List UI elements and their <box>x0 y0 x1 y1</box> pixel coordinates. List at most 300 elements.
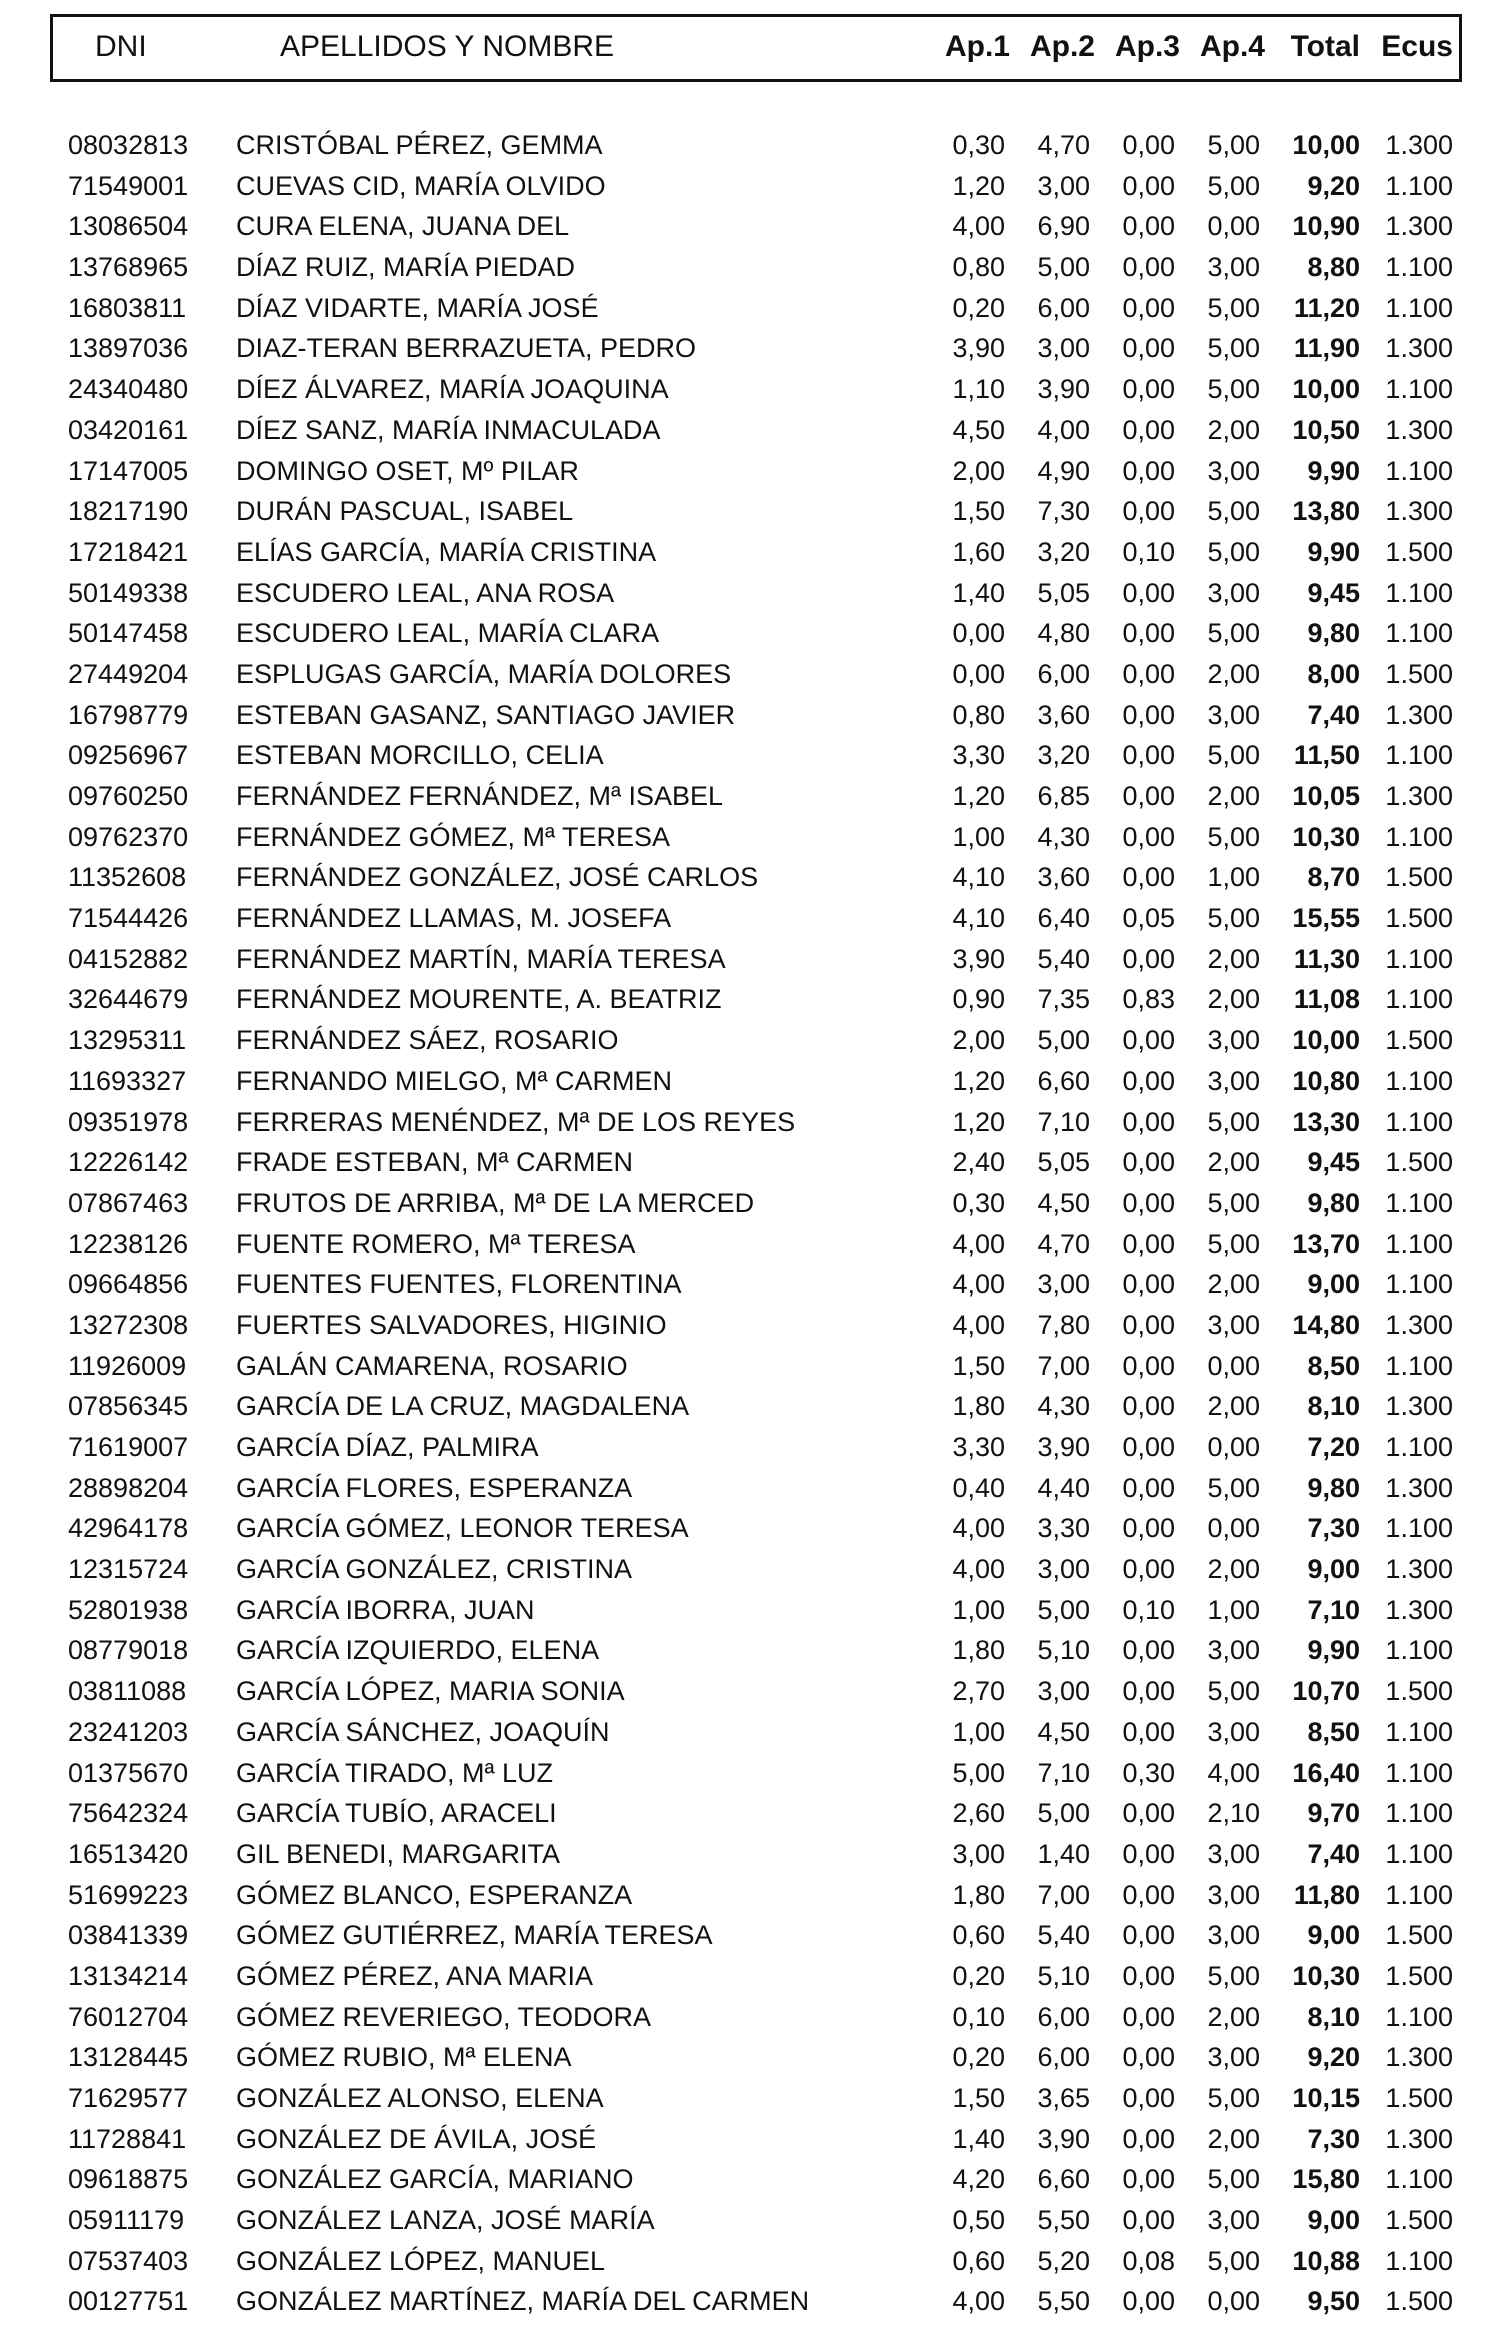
name-cell: ELÍAS GARCÍA, MARÍA CRISTINA <box>236 536 657 567</box>
name-cell: ESTEBAN MORCILLO, CELIA <box>236 740 604 771</box>
total-cell: 9,70 <box>1307 1798 1360 1829</box>
ap1-cell: 1,80 <box>952 1391 1005 1422</box>
ap2-cell: 5,40 <box>1037 943 1090 974</box>
ecus-cell: 1.300 <box>1385 699 1453 730</box>
total-cell: 10,50 <box>1292 414 1360 445</box>
ap3-cell: 0,00 <box>1122 1025 1175 1056</box>
ap4-cell: 2,10 <box>1207 1798 1260 1829</box>
total-cell: 13,80 <box>1292 496 1360 527</box>
ap3-cell: 0,00 <box>1122 211 1175 242</box>
dni-cell: 75642324 <box>68 1798 189 1829</box>
ap2-cell: 7,30 <box>1037 496 1090 527</box>
ap1-cell: 1,50 <box>952 2083 1005 2113</box>
table-row <box>0 901 1500 942</box>
ap4-cell: 2,00 <box>1207 1554 1260 1585</box>
ap3-cell: 0,30 <box>1122 1757 1175 1788</box>
name-cell: DÍAZ VIDARTE, MARÍA JOSÉ <box>236 292 599 323</box>
name-cell: DOMINGO OSET, Mº PILAR <box>236 455 579 486</box>
ap2-cell: 5,05 <box>1037 1147 1090 1178</box>
ap2-cell: 4,80 <box>1037 618 1090 649</box>
table-row <box>0 1064 1500 1105</box>
ap4-cell: 1,00 <box>1207 1594 1260 1625</box>
ap4-cell: 0,00 <box>1207 1513 1260 1544</box>
total-cell: 8,10 <box>1307 1391 1360 1422</box>
ap1-cell: 4,00 <box>952 1228 1005 1259</box>
table-row <box>0 698 1500 739</box>
total-cell: 9,50 <box>1307 2286 1360 2317</box>
ap1-cell: 0,00 <box>952 618 1005 649</box>
name-cell: CRISTÓBAL PÉREZ, GEMMA <box>236 130 603 160</box>
ap3-cell: 0,00 <box>1122 2001 1175 2032</box>
table-row <box>0 1389 1500 1430</box>
table-row <box>0 2040 1500 2081</box>
ap3-cell: 0,00 <box>1122 333 1175 364</box>
ap2-cell: 4,00 <box>1037 414 1090 445</box>
dni-cell: 13897036 <box>68 333 189 364</box>
table-row <box>0 2000 1500 2041</box>
total-cell: 10,00 <box>1292 130 1360 160</box>
ap4-cell: 2,00 <box>1207 414 1260 445</box>
ecus-cell: 1.300 <box>1385 414 1453 445</box>
header-total: Total <box>1290 30 1360 63</box>
dni-cell: 07537403 <box>68 2245 189 2276</box>
ap1-cell: 1,80 <box>952 1879 1005 1910</box>
ap2-cell: 3,90 <box>1037 1432 1090 1462</box>
table-row <box>0 169 1500 210</box>
ap4-cell: 5,00 <box>1207 618 1260 649</box>
ap1-cell: 4,10 <box>952 862 1005 893</box>
table-row <box>0 820 1500 861</box>
ap3-cell: 0,00 <box>1122 943 1175 974</box>
ap3-cell: 0,00 <box>1122 2205 1175 2236</box>
ecus-cell: 1.300 <box>1385 1309 1453 1340</box>
ap1-cell: 1,20 <box>952 1065 1005 1096</box>
dni-cell: 71549001 <box>68 170 189 201</box>
name-cell: FERRERAS MENÉNDEZ, Mª DE LOS REYES <box>236 1106 796 1137</box>
ap3-cell: 0,00 <box>1122 455 1175 486</box>
total-cell: 15,80 <box>1292 2164 1360 2195</box>
dni-cell: 07856345 <box>68 1391 189 1422</box>
ecus-cell: 1.100 <box>1385 1065 1453 1096</box>
name-cell: GÓMEZ GUTIÉRREZ, MARÍA TERESA <box>236 1920 713 1951</box>
total-cell: 8,80 <box>1307 252 1360 283</box>
table-row <box>0 2081 1500 2122</box>
ap2-cell: 5,10 <box>1037 1635 1090 1666</box>
dni-cell: 09256967 <box>68 740 189 771</box>
dni-cell: 16803811 <box>68 292 187 323</box>
ap2-cell: 3,60 <box>1037 699 1090 730</box>
table-row <box>0 982 1500 1023</box>
ap2-cell: 3,00 <box>1037 1554 1090 1585</box>
ap4-cell: 3,00 <box>1207 252 1260 283</box>
ap2-cell: 7,35 <box>1037 984 1090 1015</box>
header-ap2: Ap.2 <box>1029 30 1095 63</box>
ecus-cell: 1.100 <box>1385 821 1453 852</box>
ecus-cell: 1.100 <box>1385 1838 1453 1869</box>
ecus-cell: 1.500 <box>1385 536 1453 567</box>
dni-cell: 08779018 <box>68 1635 189 1666</box>
dni-cell: 09351978 <box>68 1106 189 1137</box>
ap4-cell: 3,00 <box>1207 2205 1260 2236</box>
ap2-cell: 4,70 <box>1037 130 1090 160</box>
total-cell: 9,00 <box>1307 1554 1360 1585</box>
header-ap1: Ap.1 <box>944 30 1010 63</box>
ap1-cell: 3,30 <box>952 740 1005 771</box>
dni-cell: 28898204 <box>68 1472 189 1503</box>
name-cell: FRADE ESTEBAN, Mª CARMEN <box>236 1147 634 1178</box>
dni-cell: 01375670 <box>68 1757 189 1788</box>
ap4-cell: 5,00 <box>1207 374 1260 405</box>
table-row <box>0 779 1500 820</box>
dni-cell: 71619007 <box>68 1432 189 1462</box>
ap1-cell: 1,20 <box>952 170 1005 201</box>
header-name: APELLIDOS Y NOMBRE <box>280 30 615 63</box>
total-cell: 9,90 <box>1307 455 1360 486</box>
name-cell: FERNÁNDEZ MOURENTE, A. BEATRIZ <box>236 984 722 1015</box>
ap1-cell: 0,50 <box>952 2205 1005 2236</box>
ap1-cell: 3,00 <box>952 1838 1005 1869</box>
ap4-cell: 3,00 <box>1207 1025 1260 1056</box>
dni-cell: 24340480 <box>68 374 189 405</box>
ap2-cell: 5,00 <box>1037 1798 1090 1829</box>
ap1-cell: 4,00 <box>952 1554 1005 1585</box>
table-row <box>0 738 1500 779</box>
ap2-cell: 6,60 <box>1037 1065 1090 1096</box>
ap2-cell: 4,40 <box>1037 1472 1090 1503</box>
ecus-cell: 1.300 <box>1385 2123 1453 2154</box>
table-row <box>0 209 1500 250</box>
total-cell: 8,10 <box>1307 2001 1360 2032</box>
ecus-cell: 1.300 <box>1385 1594 1453 1625</box>
ap2-cell: 4,70 <box>1037 1228 1090 1259</box>
name-cell: GONZÁLEZ DE ÁVILA, JOSÉ <box>236 2123 597 2154</box>
ap3-cell: 0,00 <box>1122 1472 1175 1503</box>
ap2-cell: 6,00 <box>1037 658 1090 689</box>
ap4-cell: 0,00 <box>1207 2286 1260 2317</box>
total-cell: 9,00 <box>1307 2205 1360 2236</box>
total-cell: 11,30 <box>1293 943 1360 974</box>
dni-cell: 08032813 <box>68 130 189 160</box>
table-row <box>0 250 1500 291</box>
dni-cell: 11352608 <box>68 862 187 893</box>
ap1-cell: 2,60 <box>952 1798 1005 1829</box>
ap3-cell: 0,00 <box>1122 1309 1175 1340</box>
total-cell: 7,40 <box>1307 699 1360 730</box>
ap4-cell: 3,00 <box>1207 1309 1260 1340</box>
total-cell: 9,80 <box>1307 1472 1360 1503</box>
ap2-cell: 3,00 <box>1037 333 1090 364</box>
total-cell: 10,00 <box>1292 1025 1360 1056</box>
ap2-cell: 4,50 <box>1037 1716 1090 1747</box>
ap4-cell: 5,00 <box>1207 2164 1260 2195</box>
table-row <box>0 1430 1500 1471</box>
ap4-cell: 5,00 <box>1207 1472 1260 1503</box>
ap1-cell: 1,00 <box>952 1716 1005 1747</box>
ecus-cell: 1.100 <box>1385 1432 1453 1462</box>
header-ap4: Ap.4 <box>1199 30 1265 63</box>
ecus-cell: 1.500 <box>1385 1960 1453 1991</box>
dni-cell: 23241203 <box>68 1716 189 1747</box>
table-row <box>0 1227 1500 1268</box>
ap2-cell: 3,65 <box>1037 2083 1090 2113</box>
table-row <box>0 860 1500 901</box>
name-cell: GARCÍA DÍAZ, PALMIRA <box>236 1432 539 1462</box>
name-cell: FUENTE ROMERO, Mª TERESA <box>236 1228 636 1259</box>
ap3-cell: 0,00 <box>1122 414 1175 445</box>
total-cell: 10,15 <box>1292 2083 1360 2113</box>
dni-cell: 11728841 <box>68 2123 187 2154</box>
total-cell: 7,20 <box>1307 1432 1360 1462</box>
total-cell: 11,50 <box>1293 740 1360 771</box>
dni-cell: 05911179 <box>68 2205 185 2236</box>
ap2-cell: 3,00 <box>1037 1269 1090 1300</box>
ecus-cell: 1.100 <box>1385 984 1453 1015</box>
table-row <box>0 1756 1500 1797</box>
ap3-cell: 0,00 <box>1122 1676 1175 1707</box>
ap4-cell: 2,00 <box>1207 781 1260 811</box>
table-row <box>0 1715 1500 1756</box>
name-cell: FERNÁNDEZ GÓMEZ, Mª TERESA <box>236 821 671 852</box>
ecus-cell: 1.100 <box>1385 170 1453 201</box>
ap4-cell: 5,00 <box>1207 333 1260 364</box>
total-cell: 9,80 <box>1307 1187 1360 1218</box>
name-cell: GARCÍA IZQUIERDO, ELENA <box>236 1635 600 1666</box>
dni-cell: 17147005 <box>68 455 189 486</box>
ap3-cell: 0,00 <box>1122 781 1175 811</box>
ap4-cell: 5,00 <box>1207 1676 1260 1707</box>
ap3-cell: 0,00 <box>1122 1187 1175 1218</box>
ap4-cell: 5,00 <box>1207 1187 1260 1218</box>
ap3-cell: 0,00 <box>1122 1716 1175 1747</box>
ecus-cell: 1.100 <box>1385 374 1453 405</box>
ap2-cell: 1,40 <box>1037 1838 1090 1869</box>
ap2-cell: 7,10 <box>1037 1106 1090 1137</box>
total-cell: 9,00 <box>1307 1920 1360 1951</box>
total-cell: 9,20 <box>1307 170 1360 201</box>
table-row <box>0 2122 1500 2163</box>
table-row <box>0 494 1500 535</box>
name-cell: GÓMEZ REVERIEGO, TEODORA <box>236 2001 652 2032</box>
ap1-cell: 1,00 <box>952 1594 1005 1625</box>
ecus-cell: 1.300 <box>1385 211 1453 242</box>
dni-cell: 50147458 <box>68 618 189 649</box>
table-row <box>0 535 1500 576</box>
table-row <box>0 1918 1500 1959</box>
table-row <box>0 1145 1500 1186</box>
ap2-cell: 5,00 <box>1037 252 1090 283</box>
dni-cell: 71629577 <box>68 2083 189 2113</box>
ap1-cell: 1,60 <box>952 536 1005 567</box>
name-cell: GÓMEZ PÉREZ, ANA MARIA <box>236 1960 594 1991</box>
ap3-cell: 0,00 <box>1122 740 1175 771</box>
ap3-cell: 0,00 <box>1122 1147 1175 1178</box>
dni-cell: 52801938 <box>68 1594 189 1625</box>
ap2-cell: 5,40 <box>1037 1920 1090 1951</box>
ecus-cell: 1.100 <box>1385 292 1453 323</box>
ap3-cell: 0,00 <box>1122 577 1175 608</box>
table-row <box>0 1959 1500 2000</box>
name-cell: GALÁN CAMARENA, ROSARIO <box>236 1350 628 1381</box>
name-cell: FERNÁNDEZ SÁEZ, ROSARIO <box>236 1025 619 1056</box>
dni-cell: 13086504 <box>68 211 189 242</box>
table-row <box>0 1308 1500 1349</box>
ecus-cell: 1.100 <box>1385 1879 1453 1910</box>
ap2-cell: 7,80 <box>1037 1309 1090 1340</box>
ecus-cell: 1.300 <box>1385 1472 1453 1503</box>
ap4-cell: 3,00 <box>1207 455 1260 486</box>
ap1-cell: 0,10 <box>952 2001 1005 2032</box>
ap4-cell: 2,00 <box>1207 1391 1260 1422</box>
ap1-cell: 0,80 <box>952 699 1005 730</box>
dni-cell: 51699223 <box>68 1879 189 1910</box>
ap4-cell: 3,00 <box>1207 1635 1260 1666</box>
ap3-cell: 0,00 <box>1122 252 1175 283</box>
ap3-cell: 0,00 <box>1122 1798 1175 1829</box>
ap1-cell: 0,60 <box>952 1920 1005 1951</box>
dni-cell: 13128445 <box>68 2042 189 2073</box>
ap3-cell: 0,00 <box>1122 1960 1175 1991</box>
ap2-cell: 6,00 <box>1037 2001 1090 2032</box>
ap1-cell: 4,20 <box>952 2164 1005 2195</box>
dni-cell: 76012704 <box>68 2001 189 2032</box>
total-cell: 7,30 <box>1307 1513 1360 1544</box>
ap4-cell: 3,00 <box>1207 577 1260 608</box>
table-row <box>0 2203 1500 2244</box>
ap1-cell: 2,00 <box>952 455 1005 486</box>
ap3-cell: 0,83 <box>1122 984 1175 1015</box>
ecus-cell: 1.300 <box>1385 496 1453 527</box>
name-cell: GONZÁLEZ ALONSO, ELENA <box>236 2083 604 2113</box>
name-cell: DIAZ-TERAN BERRAZUETA, PEDRO <box>236 333 697 364</box>
ap1-cell: 4,10 <box>952 903 1005 934</box>
ap4-cell: 3,00 <box>1207 1838 1260 1869</box>
ap1-cell: 4,50 <box>952 414 1005 445</box>
ap3-cell: 0,00 <box>1122 1838 1175 1869</box>
name-cell: GÓMEZ BLANCO, ESPERANZA <box>236 1879 633 1910</box>
table-row <box>0 291 1500 332</box>
ap4-cell: 3,00 <box>1207 1879 1260 1910</box>
ap2-cell: 3,00 <box>1037 1676 1090 1707</box>
ap4-cell: 0,00 <box>1207 1432 1260 1462</box>
ap4-cell: 2,00 <box>1207 943 1260 974</box>
name-cell: DÍAZ RUIZ, MARÍA PIEDAD <box>236 252 576 283</box>
ap3-cell: 0,00 <box>1122 1635 1175 1666</box>
ecus-cell: 1.300 <box>1385 2042 1453 2073</box>
ap2-cell: 6,00 <box>1037 2042 1090 2073</box>
total-cell: 7,10 <box>1307 1594 1360 1625</box>
total-cell: 9,00 <box>1307 1269 1360 1300</box>
ecus-cell: 1.300 <box>1385 1391 1453 1422</box>
table-row <box>0 2244 1500 2285</box>
header-dni: DNI <box>95 30 147 63</box>
ap2-cell: 5,00 <box>1037 1594 1090 1625</box>
ap2-cell: 6,90 <box>1037 211 1090 242</box>
table-row <box>0 413 1500 454</box>
ap4-cell: 5,00 <box>1207 170 1260 201</box>
name-cell: GONZÁLEZ LÓPEZ, MANUEL <box>236 2245 606 2276</box>
ap1-cell: 0,20 <box>952 292 1005 323</box>
table-row <box>0 1633 1500 1674</box>
table-row <box>0 1878 1500 1919</box>
ecus-cell: 1.100 <box>1385 252 1453 283</box>
name-cell: GARCÍA IBORRA, JUAN <box>236 1594 535 1625</box>
ap4-cell: 5,00 <box>1207 1228 1260 1259</box>
ap1-cell: 2,00 <box>952 1025 1005 1056</box>
ap3-cell: 0,00 <box>1122 1513 1175 1544</box>
ap2-cell: 7,00 <box>1037 1350 1090 1381</box>
dni-cell: 42964178 <box>68 1513 189 1544</box>
ap2-cell: 3,60 <box>1037 862 1090 893</box>
table-row <box>0 372 1500 413</box>
ap2-cell: 6,85 <box>1037 781 1090 811</box>
dni-cell: 12315724 <box>68 1554 189 1585</box>
ap3-cell: 0,00 <box>1122 170 1175 201</box>
ap4-cell: 2,00 <box>1207 2001 1260 2032</box>
ap3-cell: 0,00 <box>1122 1920 1175 1951</box>
ecus-cell: 1.100 <box>1385 1269 1453 1300</box>
total-cell: 9,90 <box>1307 536 1360 567</box>
dni-cell: 07867463 <box>68 1187 189 1218</box>
dni-cell: 03841339 <box>68 1920 189 1951</box>
ap1-cell: 2,40 <box>952 1147 1005 1178</box>
dni-cell: 09762370 <box>68 821 189 852</box>
ap4-cell: 3,00 <box>1207 2042 1260 2073</box>
ap4-cell: 5,00 <box>1207 292 1260 323</box>
ap2-cell: 3,30 <box>1037 1513 1090 1544</box>
total-cell: 10,30 <box>1292 1960 1360 1991</box>
ap3-cell: 0,00 <box>1122 1554 1175 1585</box>
ap2-cell: 4,50 <box>1037 1187 1090 1218</box>
ap1-cell: 0,90 <box>952 984 1005 1015</box>
name-cell: GARCÍA SÁNCHEZ, JOAQUÍN <box>236 1716 610 1747</box>
ap1-cell: 0,30 <box>952 1187 1005 1218</box>
total-cell: 10,90 <box>1292 211 1360 242</box>
ap4-cell: 5,00 <box>1207 903 1260 934</box>
ap1-cell: 0,80 <box>952 252 1005 283</box>
ap2-cell: 5,10 <box>1037 1960 1090 1991</box>
ap2-cell: 5,20 <box>1037 2245 1090 2276</box>
dni-cell: 04152882 <box>68 943 189 974</box>
ap2-cell: 3,00 <box>1037 170 1090 201</box>
ap2-cell: 3,90 <box>1037 374 1090 405</box>
name-cell: GIL BENEDI, MARGARITA <box>236 1838 561 1869</box>
total-cell: 9,90 <box>1307 1635 1360 1666</box>
total-cell: 8,50 <box>1307 1350 1360 1381</box>
name-cell: GARCÍA TIRADO, Mª LUZ <box>236 1757 554 1788</box>
dni-cell: 11693327 <box>68 1065 187 1096</box>
ap2-cell: 4,30 <box>1037 1391 1090 1422</box>
total-cell: 16,40 <box>1292 1757 1360 1788</box>
ap1-cell: 1,20 <box>952 1106 1005 1137</box>
total-cell: 9,80 <box>1307 618 1360 649</box>
ap1-cell: 1,10 <box>952 374 1005 405</box>
dni-cell: 27449204 <box>68 658 189 689</box>
table-row <box>0 1593 1500 1634</box>
ap4-cell: 2,00 <box>1207 1269 1260 1300</box>
name-cell: FERNANDO MIELGO, Mª CARMEN <box>236 1065 673 1096</box>
ap2-cell: 5,50 <box>1037 2205 1090 2236</box>
ap3-cell: 0,00 <box>1122 1065 1175 1096</box>
ecus-cell: 1.100 <box>1385 618 1453 649</box>
ecus-cell: 1.300 <box>1385 130 1453 160</box>
ap3-cell: 0,00 <box>1122 2286 1175 2317</box>
name-cell: CURA ELENA, JUANA DEL <box>236 211 570 242</box>
ap1-cell: 3,90 <box>952 333 1005 364</box>
table-row <box>0 1471 1500 1512</box>
dni-cell: 12238126 <box>68 1228 189 1259</box>
name-cell: FUENTES FUENTES, FLORENTINA <box>236 1269 682 1300</box>
dni-cell: 13272308 <box>68 1309 189 1340</box>
